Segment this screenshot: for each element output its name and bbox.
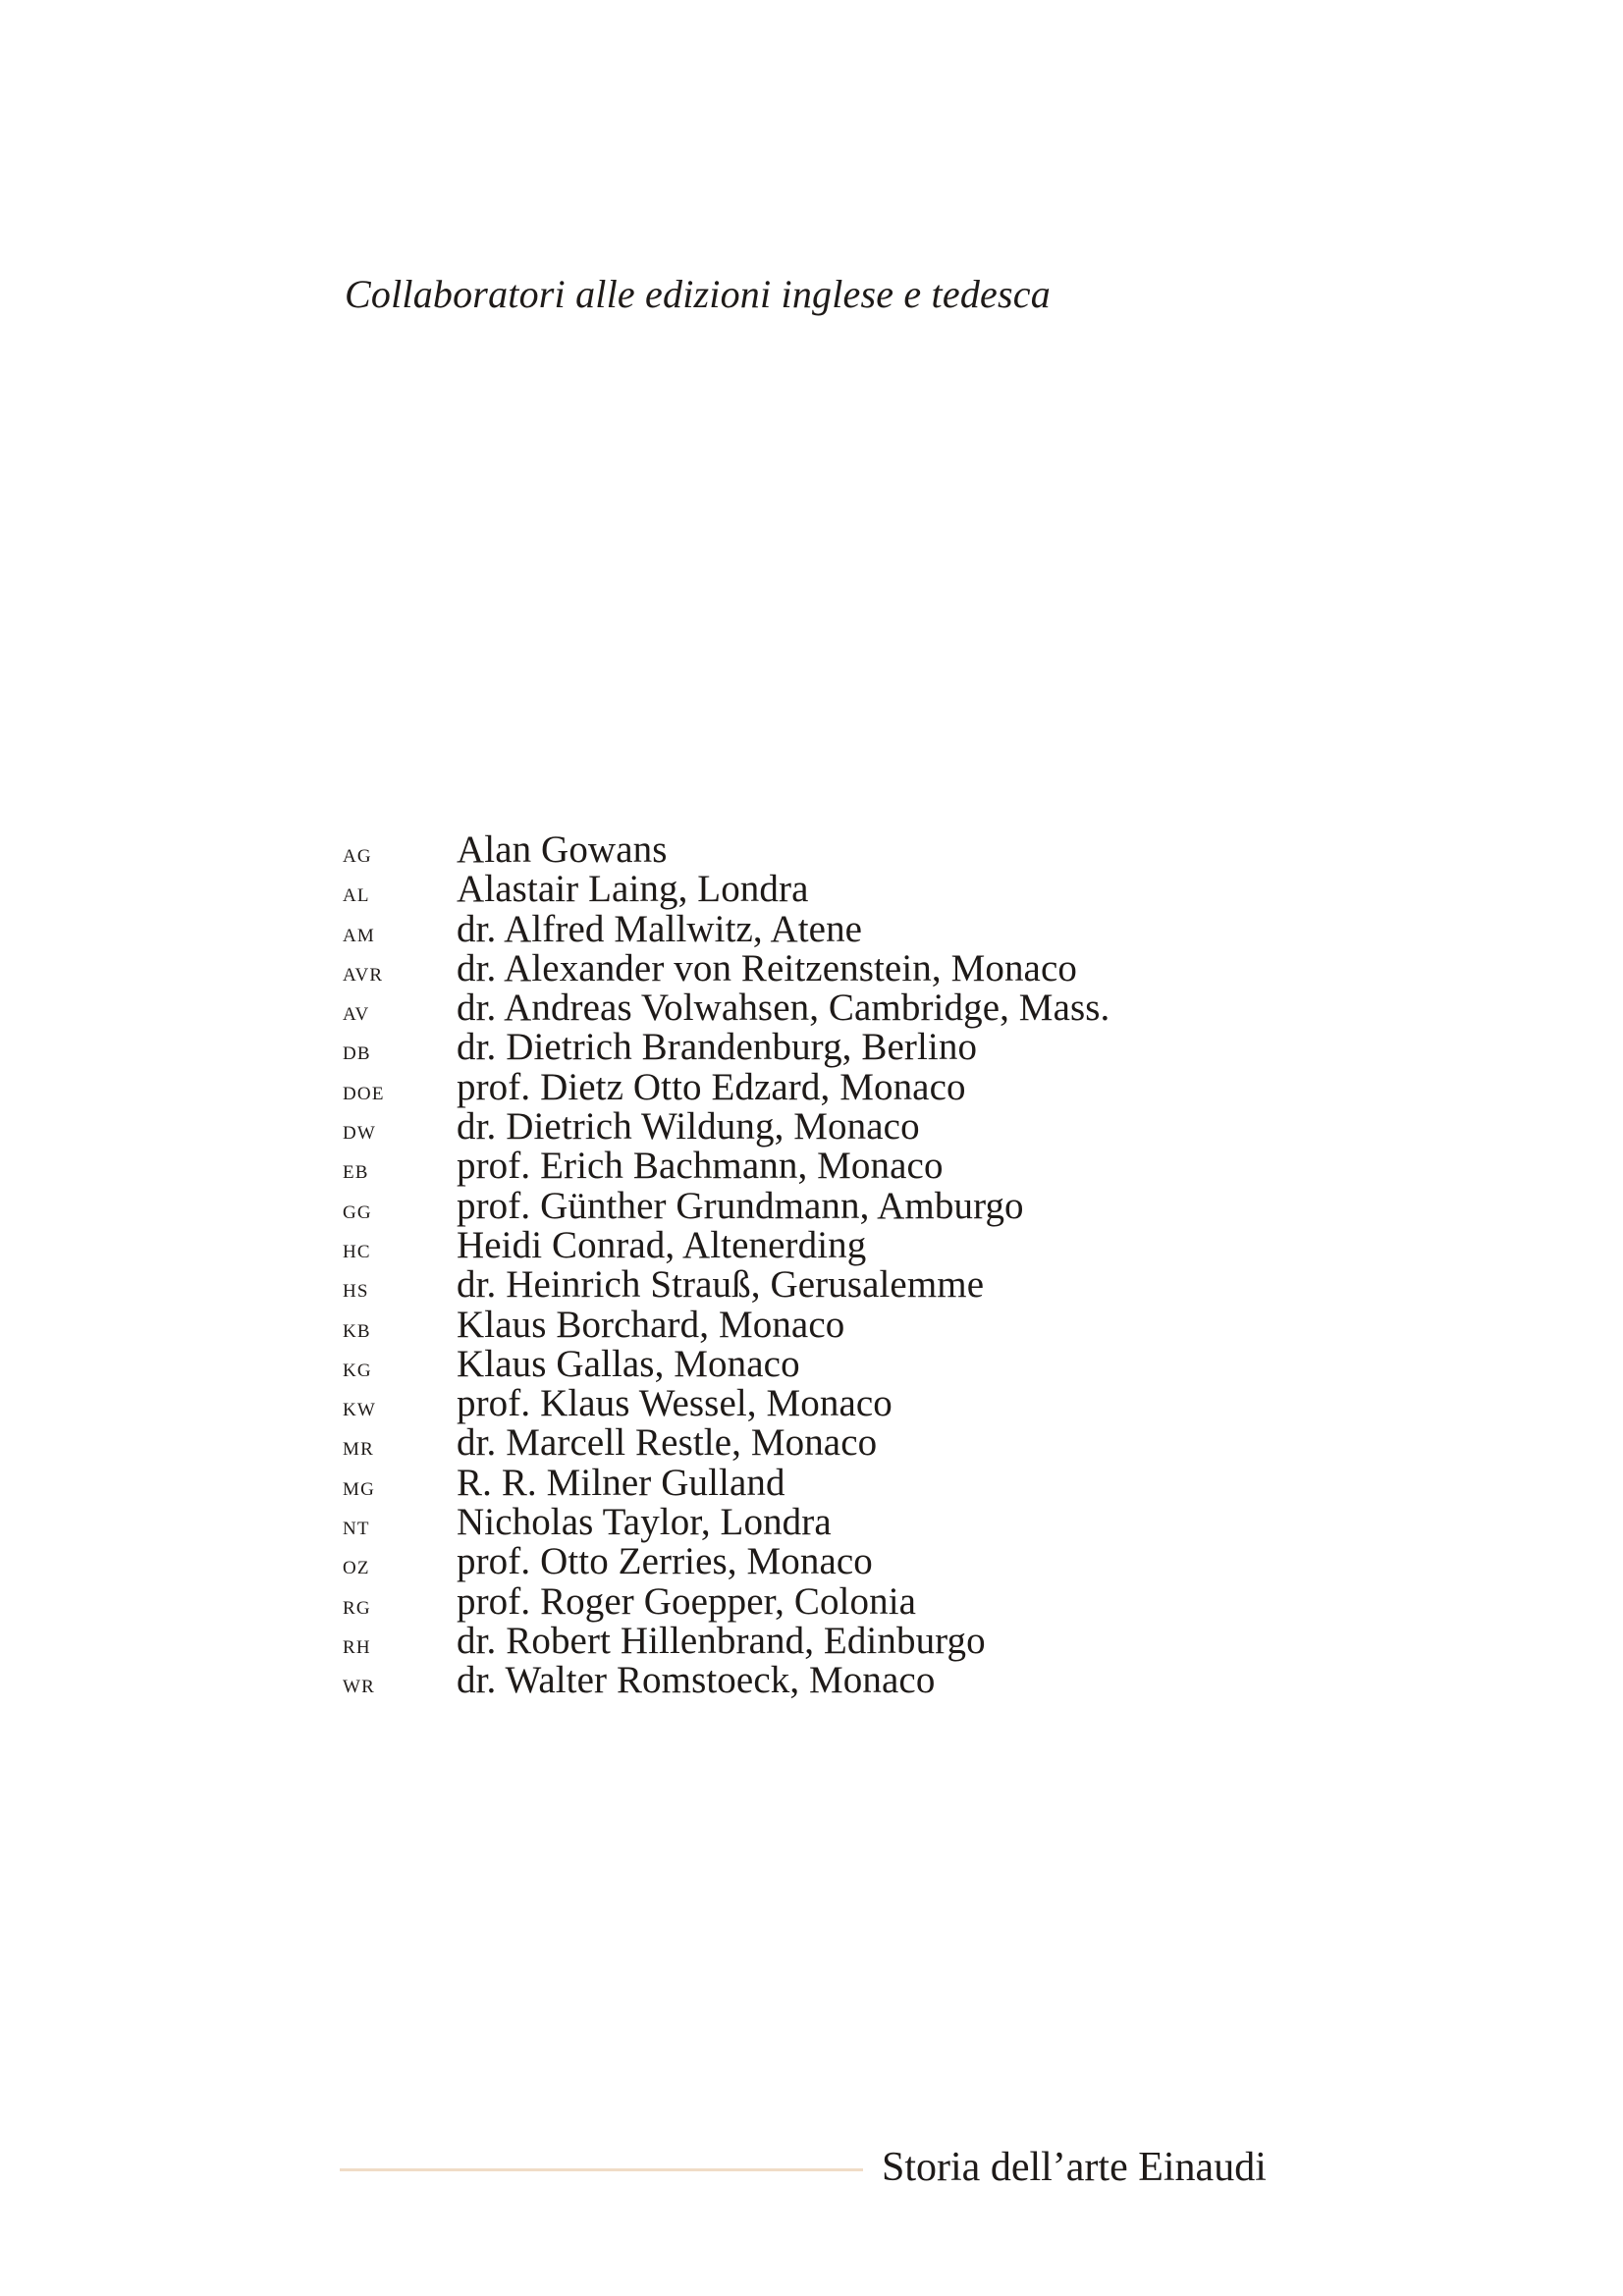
- list-item: [343, 1028, 1109, 1067]
- list-item: [343, 1184, 1109, 1227]
- contributor-name: dr. Alexander von Reitzenstein, Monaco: [457, 946, 1077, 989]
- contributor-abbreviation: ag: [343, 838, 372, 868]
- contributor-name: R. R. Milner Gulland: [457, 1461, 785, 1504]
- contributor-abbreviation: avr: [343, 956, 384, 987]
- contributor-name: Klaus Borchard, Monaco: [457, 1303, 845, 1346]
- list-item: [343, 946, 1109, 989]
- list-item: [343, 1579, 1109, 1623]
- contributor-name: dr. Alfred Mallwitz, Atene: [457, 907, 863, 950]
- list-item: [343, 1503, 1109, 1542]
- contributor-name: prof. Otto Zerries, Monaco: [457, 1540, 873, 1583]
- footer-title: Storia dell’arte Einaudi: [882, 2145, 1267, 2190]
- contributor-name: prof. Roger Goepper, Colonia: [457, 1579, 917, 1623]
- list-item: [343, 870, 1109, 909]
- contributor-abbreviation: mg: [343, 1470, 376, 1501]
- list-item: [343, 1065, 1109, 1108]
- page-heading: Collaboratori alle edizioni inglese e tedesca: [345, 272, 1051, 316]
- list-item: [343, 830, 1109, 870]
- list-item: [343, 1223, 1109, 1266]
- contributor-name: Klaus Gallas, Monaco: [457, 1342, 800, 1385]
- contributor-abbreviation: db: [343, 1036, 371, 1066]
- contributor-abbreviation: am: [343, 917, 376, 947]
- list-item: [343, 1619, 1109, 1662]
- contributor-abbreviation: rg: [343, 1589, 371, 1620]
- list-item: [343, 1107, 1109, 1147]
- contributor-name: prof. Günther Grundmann, Amburgo: [457, 1184, 1024, 1227]
- contributor-abbreviation: eb: [343, 1154, 369, 1185]
- contributor-name: dr. Dietrich Brandenburg, Berlino: [457, 1026, 978, 1069]
- contributor-abbreviation: al: [343, 878, 370, 908]
- contributor-abbreviation: dw: [343, 1115, 377, 1146]
- contributor-abbreviation: kb: [343, 1312, 371, 1343]
- list-item: [343, 907, 1109, 950]
- list-item: [343, 1342, 1109, 1385]
- list-item: [343, 1303, 1109, 1346]
- list-item: [343, 1384, 1109, 1423]
- list-item: [343, 1423, 1109, 1463]
- contributor-abbreviation: gg: [343, 1194, 372, 1224]
- contributor-name: prof. Klaus Wessel, Monaco: [457, 1382, 893, 1425]
- contributor-name: prof. Dietz Otto Edzard, Monaco: [457, 1065, 966, 1108]
- contributor-abbreviation: doe: [343, 1075, 385, 1105]
- list-item: [343, 1147, 1109, 1186]
- contributor-abbreviation: av: [343, 996, 370, 1027]
- contributor-abbreviation: mr: [343, 1431, 374, 1462]
- list-item: [343, 1265, 1109, 1305]
- contributor-abbreviation: hc: [343, 1233, 371, 1263]
- list-item: [343, 1542, 1109, 1581]
- contributor-abbreviation: oz: [343, 1550, 370, 1580]
- contributor-abbreviation: hs: [343, 1273, 369, 1304]
- contributor-name: Alastair Laing, Londra: [457, 868, 809, 911]
- contributor-name: Alan Gowans: [457, 828, 668, 871]
- contributor-name: Heidi Conrad, Altenerding: [457, 1223, 867, 1266]
- list-item: [343, 988, 1109, 1028]
- contributor-abbreviation: rh: [343, 1629, 371, 1659]
- contributor-name: dr. Marcell Restle, Monaco: [457, 1421, 878, 1465]
- contributor-name: prof. Erich Bachmann, Monaco: [457, 1145, 944, 1188]
- contributor-name: dr. Dietrich Wildung, Monaco: [457, 1105, 920, 1148]
- contributor-abbreviation: nt: [343, 1511, 370, 1541]
- contributor-name: dr. Robert Hillenbrand, Edinburgo: [457, 1619, 986, 1662]
- contributor-abbreviation: wr: [343, 1669, 376, 1699]
- list-item: [343, 1661, 1109, 1700]
- contributor-name: dr. Heinrich Strauß, Gerusalemme: [457, 1263, 985, 1307]
- contributors-list: [343, 830, 1109, 1701]
- list-item: [343, 1461, 1109, 1504]
- contributor-name: dr. Andreas Volwahsen, Cambridge, Mass.: [457, 987, 1110, 1030]
- contributor-abbreviation: kg: [343, 1352, 372, 1382]
- contributor-abbreviation: kw: [343, 1392, 377, 1422]
- footer-divider: [340, 2168, 863, 2171]
- contributor-name: Nicholas Taylor, Londra: [457, 1501, 832, 1544]
- contributor-name: dr. Walter Romstoeck, Monaco: [457, 1659, 936, 1702]
